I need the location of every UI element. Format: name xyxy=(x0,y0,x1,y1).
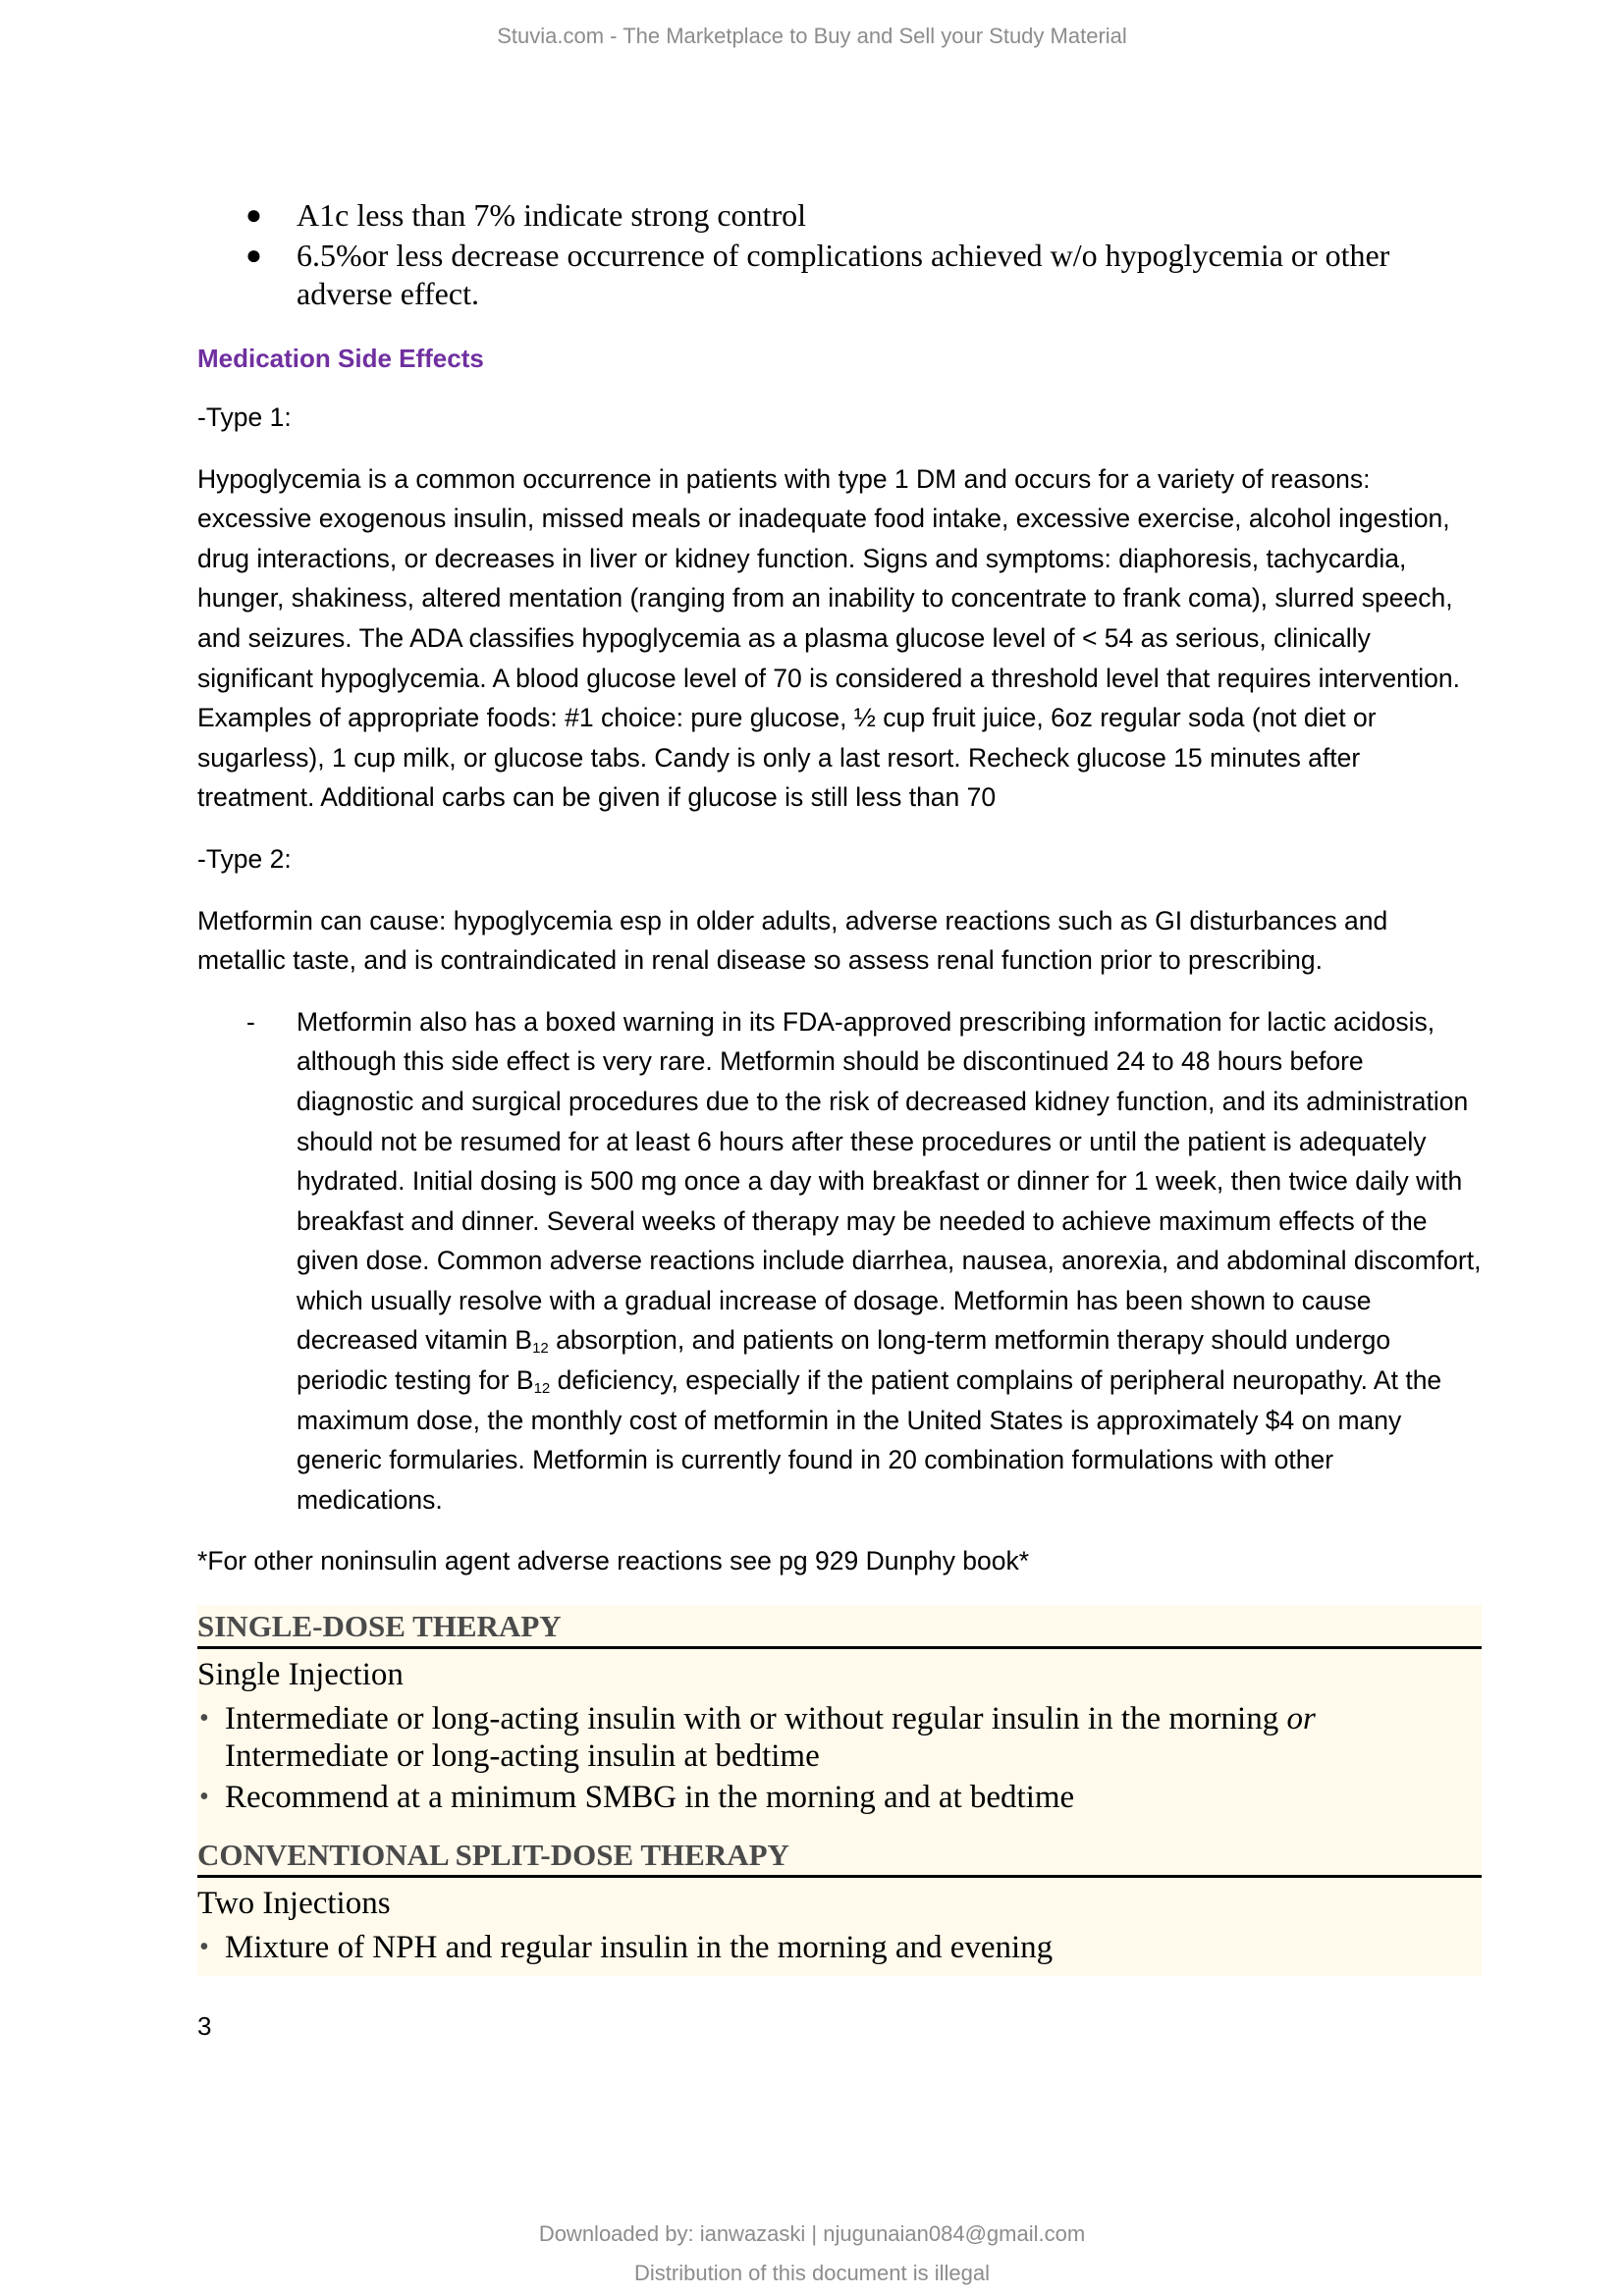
subscript-12: 12 xyxy=(533,1380,551,1398)
two-injections-subheading: Two Injections xyxy=(197,1886,391,1922)
metformin-text-part1: Metformin also has a boxed warning in its FDA-approved prescribing information for lactic acidosis, although this side effect is very rare. Metformin should be discontinued 24 to 48 hours before diagnostic and surgical procedures due to the risk of decreased kidney function, and its administration should not be resumed for at least 6 hours after these procedures or until the patient is adequately hydrated. Initial dosing is 500 mg once a day with breakfast or dinner for 1 week, then twice daily with breakfast and dinner. Several weeks of therapy may be needed to achieve maximum effects of the given dose. Common adverse reactions include diarrhea, nausea, anorexia, and abdominal discomfort, which usually resolve with a gradual increase of dosage. Metformin has been shown to cause decreased vitamin B xyxy=(297,1006,1482,1356)
list-item-text: A1c less than 7% indicate strong control xyxy=(297,197,806,233)
split-dose-heading: CONVENTIONAL SPLIT-DOSE THERAPY xyxy=(197,1834,1482,1878)
list-item-text-part1: Intermediate or long-acting insulin with or without regular insulin in the morning xyxy=(225,1701,1287,1737)
footer-downloaded-by: Downloaded by: ianwazaski | njugunaian084@gmail.com xyxy=(538,2221,1086,2246)
bullet-icon: • xyxy=(199,1782,209,1813)
type1-label: -Type 1: xyxy=(197,402,292,432)
bullet-icon: • xyxy=(199,1703,209,1735)
split-dose-list xyxy=(197,1929,1482,1966)
single-injection-subheading: Single Injection xyxy=(197,1657,404,1693)
subscript-12: 12 xyxy=(532,1340,549,1358)
therapy-box xyxy=(197,1605,1482,1976)
intro-bullet-list xyxy=(197,196,1482,313)
spacer xyxy=(197,1966,1482,1976)
single-dose-list xyxy=(197,1700,1482,1816)
header-watermark: Stuvia.com - The Marketplace to Buy and Sell your Study Material xyxy=(497,24,1127,48)
metformin-text-part3: deficiency, especially if the patient complains of peripheral neuropathy. At the maximum dose, the monthly cost of metformin in the United States is approximately $4 on many generic formularies. Metformin is currently found in 20 combination formulations with other medications. xyxy=(297,1365,1442,1515)
list-item xyxy=(197,1779,1482,1816)
type1-paragraph: Hypoglycemia is a common occurrence in patients with type 1 DM and occurs for a variety of reasons: excessive exogenous insulin, missed meals or inadequate food intake, excessive exercise, alcohol ingestion, drug interactions, or decreases in liver or kidney function. Signs and symptoms: diaphoresis, tachycardia, hunger, shakiness, altered mentation (ranging from an inability to concentrate to frank coma), slurred speech, and seizures. The ADA classifies hypoglycemia as a plasma glucose level of < 54 as serious, clinically significant hypoglycemia. A blood glucose level of 70 is considered a threshold level that requires intervention. Examples of appropriate foods: #1 choice: pure glucose, ½ cup fruit juice, 6oz regular soda (not diet or sugarless), 1 cup milk, or glucose tabs. Candy is only a last resort. Recheck glucose 15 minutes after treatment. Additional carbs can be given if glucose is still less than 70 xyxy=(197,463,1461,813)
list-item xyxy=(197,1700,1482,1775)
list-item xyxy=(197,1929,1482,1966)
type2-paragraph: Metformin can cause: hypoglycemia esp in older adults, adverse reactions such as GI disturbances and metallic taste, and is contraindicated in renal disease so assess renal function prior to prescribing. xyxy=(197,905,1388,976)
list-item-text: 6.5%or less decrease occurrence of complications achieved w/o hypoglycemia or other adverse effect. xyxy=(297,238,1390,311)
document-body xyxy=(197,196,1482,2042)
list-item-text-or: or xyxy=(1286,1701,1316,1737)
single-dose-heading: SINGLE-DOSE THERAPY xyxy=(197,1605,1482,1649)
list-item-text: Recommend at a minimum SMBG in the morning and at bedtime xyxy=(225,1780,1075,1816)
footnote: *For other noninsulin agent adverse reactions see pg 929 Dunphy book* xyxy=(197,1546,1030,1576)
metformin-text-part2: absorption, and patients on long-term metformin therapy should undergo periodic testing for B xyxy=(297,1325,1391,1396)
dash-marker: - xyxy=(246,1006,255,1037)
bullet-icon: ● xyxy=(245,200,262,231)
section-heading: Medication Side Effects xyxy=(197,344,484,373)
list-item xyxy=(197,237,1482,313)
list-item xyxy=(197,196,1482,235)
list-item-text: Mixture of NPH and regular insulin in the morning and evening xyxy=(225,1930,1054,1966)
spacer xyxy=(197,1816,1482,1834)
footer-distribution-notice: Distribution of this document is illegal xyxy=(634,2261,990,2285)
bullet-icon: ● xyxy=(245,240,262,271)
bullet-icon: • xyxy=(199,1932,209,1963)
page-number: 3 xyxy=(197,2011,212,2042)
type2-label: -Type 2: xyxy=(197,843,292,874)
metformin-dash-item xyxy=(197,1002,1482,1521)
list-item-text-part2: Intermediate or long-acting insulin at bedtime xyxy=(225,1738,820,1775)
